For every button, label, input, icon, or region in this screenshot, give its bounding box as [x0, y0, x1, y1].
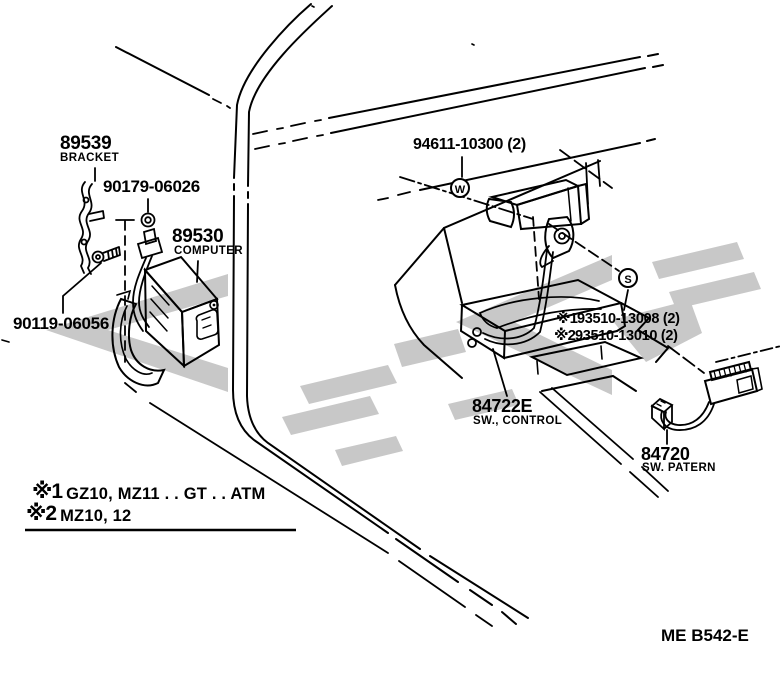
legend-1-mark: ※1 — [32, 480, 63, 503]
label-bolt-number: 90119-06056 — [13, 314, 109, 333]
label-computer-number: 89530 — [172, 226, 224, 247]
label-control-switch-caption: SW., CONTROL — [473, 415, 563, 427]
bracket-part-89539 — [79, 182, 104, 274]
label-control-switch-number: 84722E — [472, 396, 533, 416]
pattern-switch-assembly — [652, 346, 781, 444]
legend-2-text: MZ10, 12 — [60, 507, 132, 525]
screw-variant-2 — [554, 328, 678, 344]
bolt-part-90119 — [93, 247, 121, 263]
label-pattern-switch-number: 84720 — [641, 444, 690, 464]
legend-row-2 — [26, 503, 131, 524]
legend-row-1 — [32, 481, 265, 502]
label-bracket-number: 89539 — [60, 133, 112, 154]
variant-1-mark: ※1 — [556, 310, 577, 327]
label-screw-nut-number: 90179-06026 — [103, 177, 200, 196]
washer-symbol: W — [450, 178, 470, 198]
legend-1-text: GZ10, MZ11 . . GT . . ATM — [66, 485, 266, 503]
label-bracket-caption: BRACKET — [60, 152, 120, 164]
label-pattern-switch-caption: SW. PATERN — [642, 462, 716, 474]
screw-symbol: S — [618, 268, 638, 288]
variant-1-number: 93510-13008 (2) — [576, 311, 680, 327]
variant-2-number: 93510-13010 (2) — [574, 328, 678, 344]
legend-2-mark: ※2 — [26, 502, 57, 525]
label-computer-caption: COMPUTER — [174, 245, 244, 257]
variant-2-mark: ※2 — [554, 327, 575, 344]
drawing-code: ME B542-E — [661, 626, 749, 645]
label-washer-number: 94611-10300 (2) — [413, 136, 526, 153]
pattern-switch-body — [705, 362, 762, 404]
switch-bracket — [487, 180, 589, 229]
nut-part-90179 — [142, 214, 155, 227]
screw-variant-1 — [556, 311, 680, 327]
